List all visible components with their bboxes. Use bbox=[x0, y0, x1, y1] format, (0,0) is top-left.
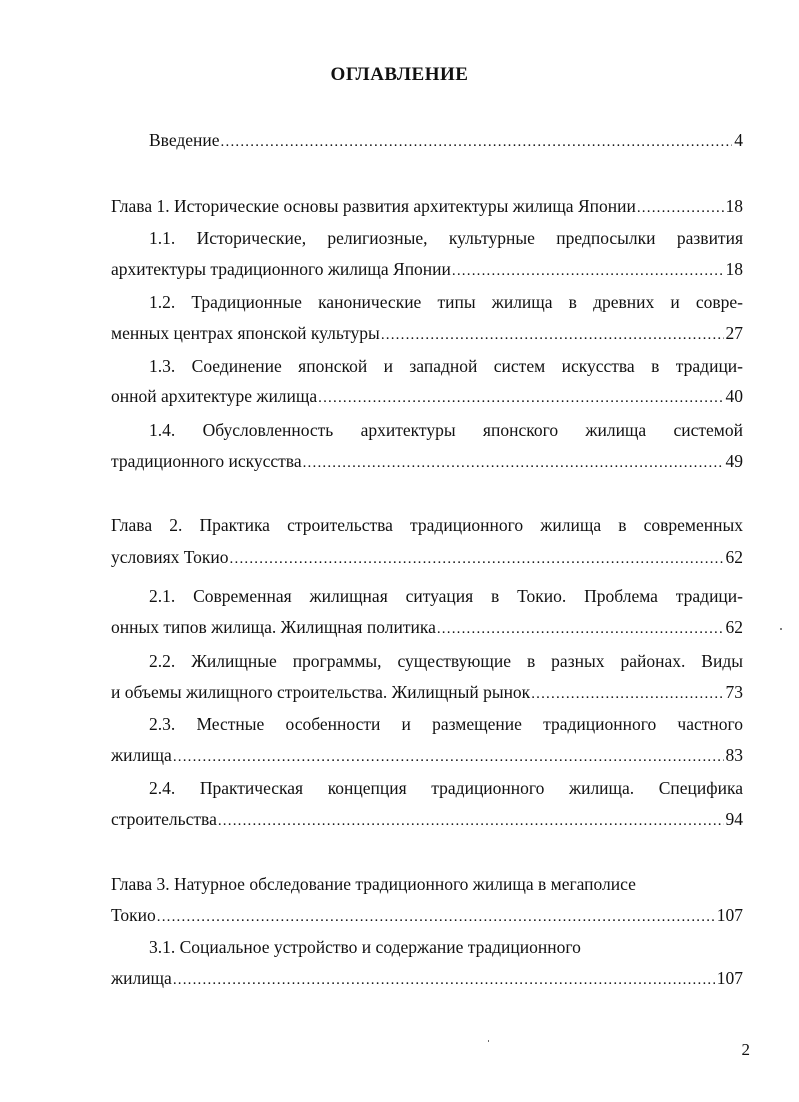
toc-page-number: 62 bbox=[725, 617, 743, 637]
toc-chapter-2-heading-line2 bbox=[111, 545, 743, 569]
page-title: ОГЛАВЛЕНИЕ bbox=[330, 64, 469, 85]
toc-page-number: 18 bbox=[725, 259, 743, 279]
toc-page-number: 40 bbox=[725, 386, 743, 406]
toc-entry-1-4-line2 bbox=[111, 449, 743, 473]
scan-speck bbox=[488, 1040, 489, 1042]
toc-entry-2-4-line1: 2.4. Практическая концепция традиционного жилища. Специфика bbox=[149, 778, 743, 798]
toc-entry-text: архитектуры традиционного жилища Японии bbox=[111, 259, 451, 279]
leader-dots bbox=[221, 130, 733, 154]
toc-page-number: 83 bbox=[725, 745, 743, 765]
toc-entry-1-3-line2 bbox=[111, 384, 743, 408]
leader-dots bbox=[531, 682, 723, 706]
toc-entry-text: жилища bbox=[111, 745, 172, 765]
toc-entry-text: Глава 1. Исторические основы развития архитектуры жилища Японии bbox=[111, 196, 636, 216]
toc-entry-2-2-line2 bbox=[111, 680, 743, 704]
toc-entry-text: традиционного искусства bbox=[111, 451, 302, 471]
toc-entry-2-4-line2 bbox=[111, 807, 743, 831]
toc-chapter-3-heading-line2 bbox=[111, 903, 743, 927]
toc-entry-text: условиях Токио bbox=[111, 547, 229, 567]
toc-page-number: 49 bbox=[725, 451, 743, 471]
toc-entry-text: строительства bbox=[111, 809, 217, 829]
toc-entry-1-2-line1: 1.2. Традиционные канонические типы жилища в древних и совре- bbox=[149, 292, 743, 312]
toc-entry-1-1-line2 bbox=[111, 257, 743, 281]
leader-dots bbox=[452, 259, 724, 283]
toc-page-number: 94 bbox=[725, 809, 743, 829]
leader-dots bbox=[637, 196, 724, 220]
toc-entry-3-1-line2 bbox=[111, 966, 743, 990]
toc-page-number: 62 bbox=[725, 547, 743, 567]
toc-entry-text: и объемы жилищного строительства. Жилищный рынок bbox=[111, 682, 531, 702]
toc-entry-1-4-line1: 1.4. Обусловленность архитектуры японского жилища системой bbox=[149, 420, 743, 440]
toc-entry-1-2-line2 bbox=[111, 321, 743, 345]
toc-entry-1-1-line1: 1.1. Исторические, религиозные, культурные предпосылки развития bbox=[149, 228, 743, 248]
toc-page-number: 27 bbox=[725, 323, 743, 343]
leader-dots bbox=[218, 809, 724, 833]
leader-dots bbox=[303, 451, 724, 475]
toc-entry-text: онных типов жилища. Жилищная политика bbox=[111, 617, 436, 637]
leader-dots bbox=[173, 745, 724, 769]
toc-entry-2-2-line1: 2.2. Жилищные программы, существующие в разных районах. Виды bbox=[149, 651, 743, 671]
toc-entry-3-1-line1: 3.1. Социальное устройство и содержание традиционного bbox=[149, 937, 581, 957]
scan-speck bbox=[780, 628, 782, 630]
leader-dots bbox=[230, 547, 724, 571]
toc-page-number: 73 bbox=[725, 682, 743, 702]
toc-page-number: 18 bbox=[725, 196, 743, 216]
toc-chapter-2-heading-line1: Глава 2. Практика строительства традиционного жилища в современных bbox=[111, 515, 743, 535]
toc-entry-text: менных центрах японской культуры bbox=[111, 323, 380, 343]
toc-entry-text: жилища bbox=[111, 968, 172, 988]
toc-entry-text: Введение bbox=[149, 130, 220, 150]
leader-dots bbox=[318, 386, 723, 410]
toc-entry-1-3-line1: 1.3. Соединение японской и западной систем искусства в традици- bbox=[149, 356, 743, 376]
page-number: 2 bbox=[741, 1040, 750, 1059]
toc-chapter-1-heading bbox=[111, 194, 743, 218]
toc-page-number: 4 bbox=[734, 130, 743, 150]
toc-page-number: 107 bbox=[716, 968, 743, 988]
toc-chapter-3-heading-line1: Глава 3. Натурное обследование традиционного жилища в мегаполисе bbox=[111, 874, 636, 894]
leader-dots bbox=[173, 968, 715, 992]
toc-page-number: 107 bbox=[716, 905, 743, 925]
toc-entry-text: онной архитектуре жилища bbox=[111, 386, 318, 406]
toc-entry-2-1-line2 bbox=[111, 615, 743, 639]
toc-entry-intro bbox=[149, 128, 743, 152]
toc-entry-2-1-line1: 2.1. Современная жилищная ситуация в Токио. Проблема традици- bbox=[149, 586, 743, 606]
toc-entry-2-3-line1: 2.3. Местные особенности и размещение традиционного частного bbox=[149, 714, 743, 734]
leader-dots bbox=[381, 323, 724, 347]
leader-dots bbox=[157, 905, 715, 929]
leader-dots bbox=[437, 617, 724, 641]
toc-entry-text: Токио bbox=[111, 905, 156, 925]
toc-entry-2-3-line2 bbox=[111, 743, 743, 767]
